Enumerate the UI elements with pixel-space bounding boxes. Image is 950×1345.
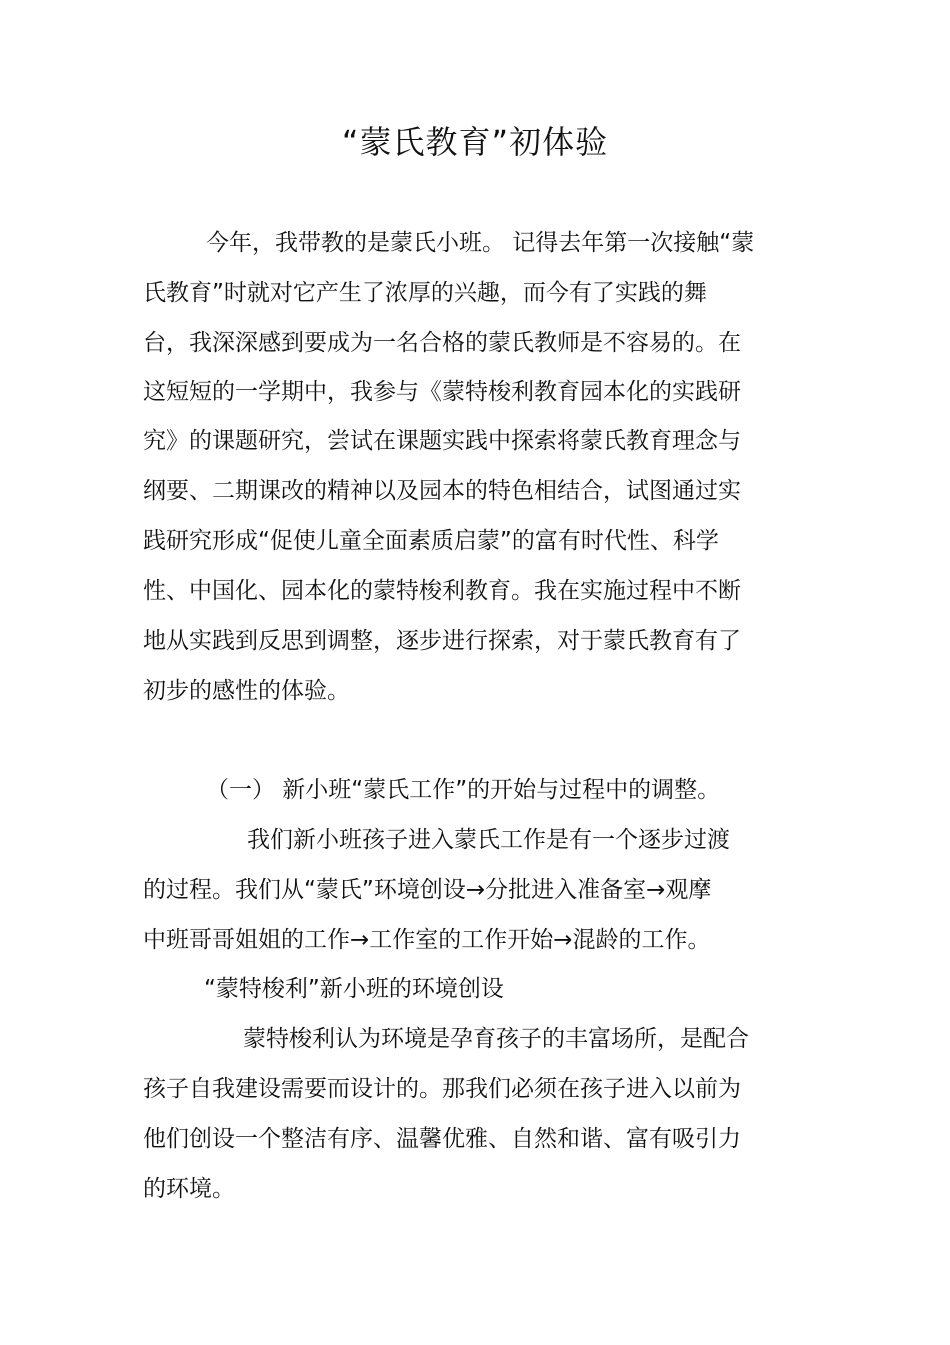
document-title: “蒙氏教育”初体验 [341, 123, 609, 161]
sub-line-2: 孩子自我建设需要而设计的。那我们必须在孩子进入以前为 [143, 1076, 741, 1102]
intro-line-3: 台，我深深感到要成为一名合格的蒙氏教师是不容易的。在 [143, 330, 741, 356]
sub-line-3: 他们创设一个整洁有序、温馨优雅、自然和谐、富有吸引力 [143, 1126, 741, 1152]
section-line-3: 中班哥哥姐姐的工作→工作室的工作开始→混龄的工作。 [143, 927, 711, 953]
intro-line-9: 地从实践到反思到调整，逐步进行探索，对于蒙氏教育有了 [143, 628, 741, 654]
sub-line-4: 的环境。 [143, 1176, 235, 1202]
intro-line-6: 纲要、二期课改的精神以及园本的特色相结合，试图通过实 [143, 478, 741, 504]
intro-line-1: 今年，我带教的是蒙氏小班。 记得去年第一次接触“蒙 [206, 230, 755, 256]
intro-line-7: 践研究形成“促使儿童全面素质启蒙”的富有时代性、科学 [143, 528, 719, 554]
intro-line-5: 究》的课题研究，尝试在课题实践中探索将蒙氏教育理念与 [143, 428, 741, 454]
intro-line-4: 这短短的一学期中，我参与《蒙特梭利教育园本化的实践研 [143, 379, 741, 405]
intro-line-2: 氏教育”时就对它产生了浓厚的兴趣，而今有了实践的舞 [143, 280, 707, 306]
sub-line-1: 蒙特梭利认为环境是孕育孩子的丰富场所，是配合 [243, 1026, 749, 1052]
section-heading: （一） 新小班“蒙氏工作”的开始与过程中的调整。 [206, 777, 721, 803]
section-line-2: 的过程。我们从“蒙氏”环境创设→分批进入准备室→观摩 [143, 877, 712, 903]
intro-line-8: 性、中国化、园本化的蒙特梭利教育。我在实施过程中不断 [143, 578, 741, 604]
section-line-1: 我们新小班孩子进入蒙氏工作是有一个逐步过渡 [247, 827, 730, 853]
intro-line-10: 初步的感性的体验。 [143, 678, 350, 704]
subheading: “蒙特梭利”新小班的环境创设 [204, 976, 504, 1002]
